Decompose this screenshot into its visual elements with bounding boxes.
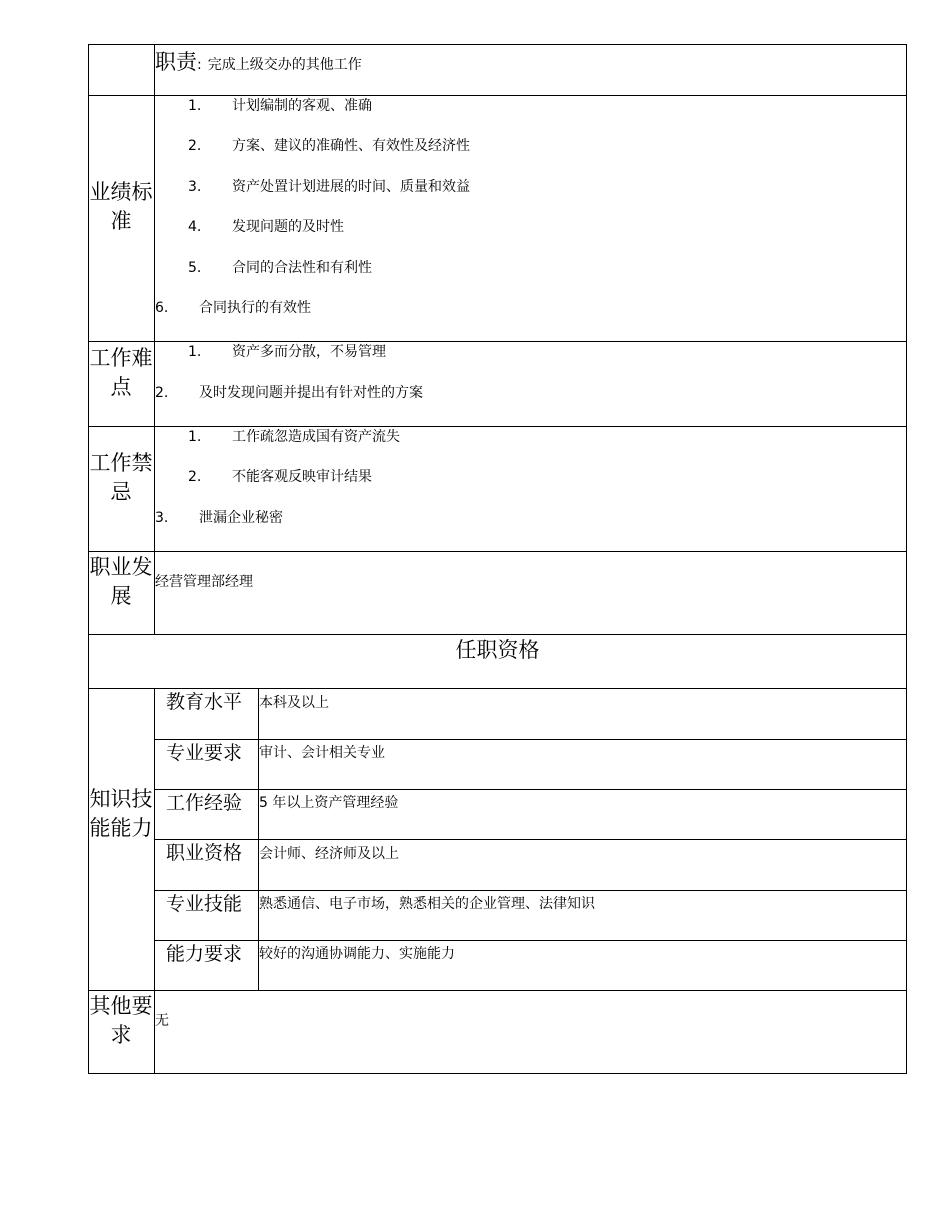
list-item: 1. 计划编制的客观、准确 — [188, 98, 372, 114]
knowledge-row-label: 职业资格 — [166, 842, 243, 864]
career-text: 经营管理部经理 — [155, 574, 253, 590]
table-border-bottom — [88, 1073, 907, 1074]
performance-label: 业绩标准 — [89, 180, 153, 233]
job-description-table — [88, 44, 907, 1074]
other-text: 无 — [155, 1013, 169, 1029]
row-divider — [155, 890, 907, 891]
list-item: 6. 合同执行的有效性 — [155, 300, 311, 316]
knowledge-row-value: 本科及以上 — [259, 695, 329, 711]
knowledge-label: 知识技能能力 — [89, 787, 153, 840]
knowledge-row-value: 审计、会计相关专业 — [259, 745, 385, 761]
row-divider — [155, 839, 907, 840]
list-item: 5. 合同的合法性和有利性 — [188, 260, 372, 276]
column-divider — [154, 44, 155, 634]
knowledge-row-value: 5 年以上资产管理经验 — [259, 795, 399, 811]
list-item: 1. 资产多而分散，不易管理 — [188, 344, 386, 360]
list-item: 2. 方案、建议的准确性、有效性及经济性 — [188, 138, 470, 154]
row-divider — [88, 551, 907, 552]
list-item: 4. 发现问题的及时性 — [188, 219, 344, 235]
knowledge-row-label: 工作经验 — [166, 792, 243, 814]
knowledge-row-value: 熟悉通信、电子市场，熟悉相关的企业管理、法律知识 — [259, 896, 595, 912]
column-divider — [258, 688, 259, 990]
table-border-right — [906, 44, 907, 1074]
list-item: 3. 资产处置计划进展的时间、质量和效益 — [188, 179, 470, 195]
row-divider — [88, 990, 907, 991]
prohibitions-label: 工作禁忌 — [89, 451, 153, 504]
list-item: 2. 不能客观反映审计结果 — [188, 469, 372, 485]
knowledge-row-value: 较好的沟通协调能力、实施能力 — [259, 946, 455, 962]
row-divider — [155, 789, 907, 790]
row-divider — [88, 341, 907, 342]
row-divider — [155, 739, 907, 740]
knowledge-row-label: 能力要求 — [166, 943, 243, 965]
row-divider — [88, 688, 907, 689]
duty-cell — [155, 48, 362, 77]
career-label: 职业发展 — [89, 555, 153, 608]
knowledge-row-label: 专业技能 — [166, 893, 243, 915]
difficulties-label: 工作难点 — [89, 346, 153, 399]
list-item: 3. 泄漏企业秘密 — [155, 510, 283, 526]
duty-text: 完成上级交办的其他工作 — [207, 57, 362, 73]
duty-colon: : — [197, 57, 202, 73]
row-divider — [88, 634, 907, 635]
table-border-top — [88, 44, 907, 45]
row-divider — [88, 426, 907, 427]
duty-label: 职责 — [155, 50, 197, 74]
other-label: 其他要求 — [89, 994, 153, 1047]
row-divider — [155, 940, 907, 941]
knowledge-row-value: 会计师、经济师及以上 — [259, 846, 399, 862]
row-divider — [88, 95, 907, 96]
list-item: 1. 工作疏忽造成国有资产流失 — [188, 429, 400, 445]
list-item: 2. 及时发现问题并提出有针对性的方案 — [155, 385, 423, 401]
qualification-title: 任职资格 — [455, 638, 540, 662]
knowledge-row-label: 教育水平 — [166, 691, 243, 713]
knowledge-row-label: 专业要求 — [166, 742, 243, 764]
